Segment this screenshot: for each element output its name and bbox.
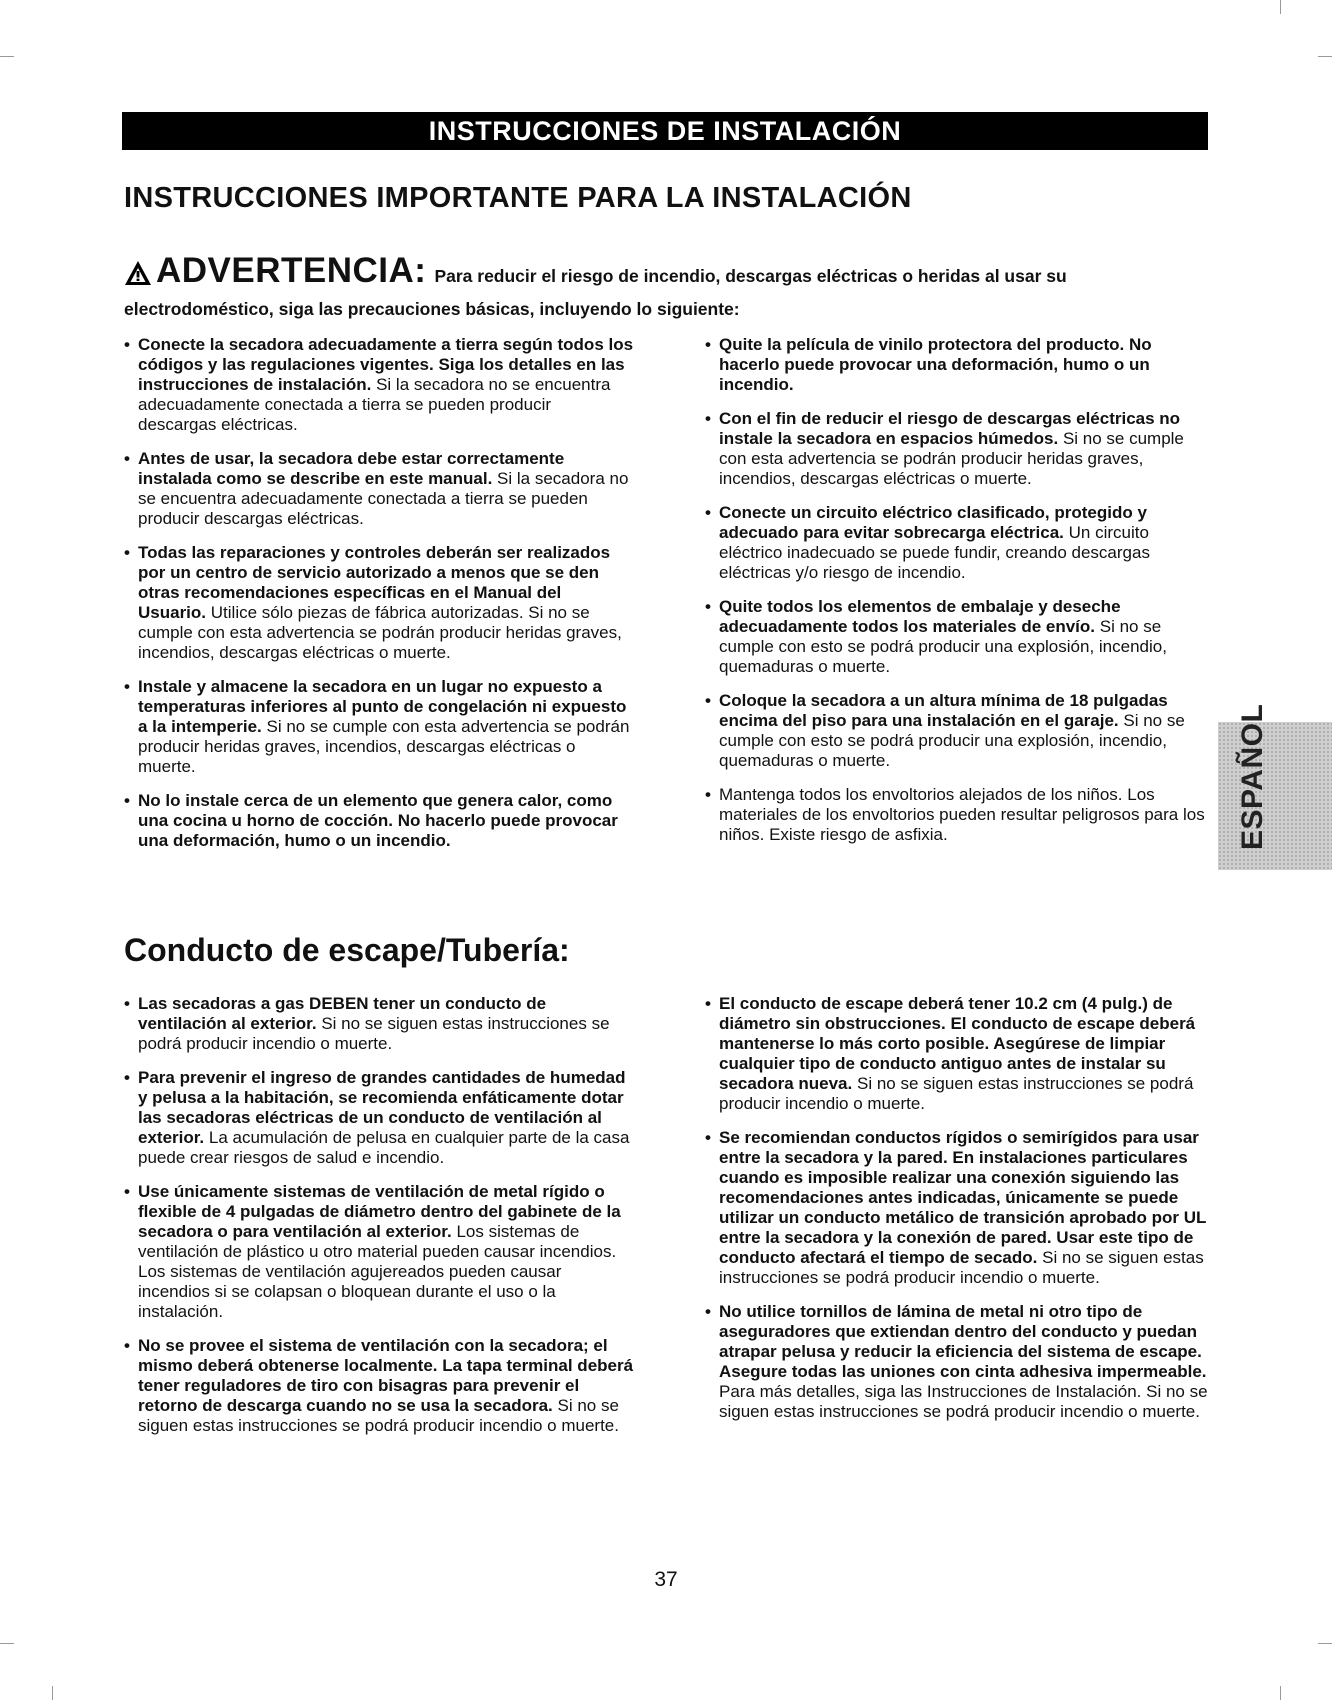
bullet-icon: • <box>124 543 130 562</box>
bullet-icon: • <box>124 994 130 1013</box>
bullet-icon: • <box>705 335 711 354</box>
bullet-bold-text: Antes de usar, la secadora debe estar correctamente instalada como se describe en este manual. <box>138 449 565 488</box>
bullet-bold-text: Instale y almacene la secadora en un lugar no expuesto a temperaturas inferiores al punto de congelación ni expuesto a la intemperie. <box>138 677 627 736</box>
bullet-text: Si no se siguen estas instrucciones se podrá producir incendio o muerte. <box>138 1396 619 1435</box>
bullet-text: Si no se cumple con esta advertencia se podrán producir heridas graves, incendios, descargas eléctricas o muerte. <box>719 429 1184 488</box>
bullet-item <box>124 1336 634 1436</box>
bullet-bold-text: Quite la película de vinilo protectora del producto. No hacerlo puede provocar una deformación, humo o un incendio. <box>719 335 1152 394</box>
bullet-item <box>705 503 1208 583</box>
bullet-icon: • <box>705 1128 711 1147</box>
bullet-item <box>705 335 1208 395</box>
bullet-item <box>705 785 1208 845</box>
bullet-text: Si la secadora no se encuentra adecuadamente conectada a tierra se pueden producir descargas eléctricas. <box>138 375 611 434</box>
bullet-item <box>705 409 1208 489</box>
right-column-safety <box>705 335 1208 859</box>
bullet-text: Si no se siguen estas instrucciones se podrá producir incendio o muerte. <box>719 1248 1204 1287</box>
bullet-text: Si no se siguen estas instrucciones se podrá producir incendio o muerte. <box>138 1014 610 1053</box>
warning-triangle-icon <box>124 260 152 293</box>
bullet-bold-text: Use únicamente sistemas de ventilación de metal rígido o flexible de 4 pulgadas de diámetro dentro del gabinete de la secadora o para ventilación al exterior. <box>138 1182 621 1241</box>
crop-mark <box>0 1643 14 1644</box>
crop-mark <box>1280 1686 1281 1700</box>
bullet-item <box>124 791 634 851</box>
bullet-text: Mantenga todos los envoltorios alejados de los niños. Los materiales de los envoltorios pueden resultar peligrosos para los niños. Existe riesgo de asfixia. <box>719 785 1205 844</box>
bullet-bold-text: Quite todos los elementos de embalaje y deseche adecuadamente todos los materiales de envío. <box>719 597 1121 636</box>
crop-mark <box>52 1686 53 1700</box>
bullet-item <box>124 994 634 1054</box>
bullet-item <box>705 1302 1208 1422</box>
bullet-icon: • <box>124 1068 130 1087</box>
language-tab-label: ESPAÑOL <box>1236 703 1269 850</box>
bullet-item <box>705 1128 1208 1288</box>
bullet-icon: • <box>124 1336 130 1355</box>
bullet-bold-text: Para prevenir el ingreso de grandes cantidades de humedad y pelusa a la habitación, se recomienda enfáticamente dotar las secadoras eléctricas de un conducto de ventilación al exterior. <box>138 1068 626 1147</box>
warning-label: ADVERTENCIA: <box>156 251 427 290</box>
bullet-item <box>124 1068 634 1168</box>
crop-mark <box>1318 1643 1332 1644</box>
bullet-item <box>124 543 634 663</box>
bullet-bold-text: No utilice tornillos de lámina de metal ni otro tipo de aseguradores que extiendan dentro del conducto y puedan atrapar pelusa y reducir la eficiencia del sistema de escape. Asegure todas las uniones con cinta adhesiva impermeable. <box>719 1302 1207 1381</box>
bullet-item <box>705 994 1208 1114</box>
right-column-exhaust <box>705 994 1208 1436</box>
bullet-text: Para más detalles, siga las Instrucciones de Instalación. Si no se siguen estas instrucciones se podrá producir incendio o muerte. <box>719 1382 1208 1421</box>
bullet-bold-text: Se recomiendan conductos rígidos o semirígidos para usar entre la secadora y la pared. En instalaciones particulares cuando es imposible realizar una conexión siguiendo las recomendaciones antes indicadas, únicamente se puede utilizar un conducto metálico de transición aprobado por UL entre la secadora y la conexión de pared. Usar este tipo de conducto afectará el tiempo de secado. <box>719 1128 1207 1267</box>
crop-mark <box>1280 0 1281 14</box>
page-number: 37 <box>654 1568 678 1591</box>
bullet-text: Los sistemas de ventilación de plástico u otro material pueden causar incendios. Los sistemas de ventilación agujereados pueden causar incendios si se colapsan o bloquean durante el uso o la instalación. <box>138 1222 617 1321</box>
bullet-bold-text: Conecte la secadora adecuadamente a tierra según todos los códigos y las regulaciones vigentes. Siga los detalles en las instrucciones de instalación. <box>138 335 634 394</box>
warning-text: Para reducir el riesgo de incendio, descargas eléctricas o heridas al usar su electrodoméstico, siga las precauciones básicas, incluyendo lo siguiente: <box>124 266 1067 319</box>
bullet-bold-text: Las secadoras a gas DEBEN tener un conducto de ventilación al exterior. <box>138 994 547 1033</box>
bullet-icon: • <box>124 335 130 354</box>
bullet-text: La acumulación de pelusa en cualquier parte de la casa puede crear riesgos de salud e incendio. <box>138 1128 630 1167</box>
bullet-bold-text: El conducto de escape deberá tener 10.2 cm (4 pulg.) de diámetro sin obstrucciones. El conducto de escape deberá mantenerse lo más corto posible. Asegúrese de limpiar cualquier tipo de conducto antiguo antes de instalar su secadora nueva. <box>719 994 1196 1093</box>
bullet-item <box>124 449 634 529</box>
section-title-exhaust: Conducto de escape/Tubería: <box>124 932 570 968</box>
crop-mark <box>0 56 14 57</box>
bullet-icon: • <box>124 791 130 810</box>
bullet-bold-text: Todas las reparaciones y controles deberán ser realizados por un centro de servicio autorizado a menos que se den otras recomendaciones específicas en el Manual del Usuario. <box>138 543 611 622</box>
bullet-text: Si no se cumple con esta advertencia se podrán producir heridas graves, incendios, descargas eléctricas o muerte. <box>138 717 630 776</box>
bullet-item <box>705 597 1208 677</box>
bullet-text: Si no se cumple con esto se podrá producir una explosión, incendio, quemaduras o muerte. <box>719 711 1185 770</box>
bullet-item <box>124 1182 634 1322</box>
bullet-icon: • <box>124 677 130 696</box>
left-column-exhaust <box>124 994 634 1450</box>
bullet-icon: • <box>124 449 130 468</box>
bullet-icon: • <box>705 994 711 1013</box>
warning-block <box>124 246 1184 322</box>
bullet-text: Si la secadora no se encuentra adecuadamente conectada a tierra se pueden producir descargas eléctricas. <box>138 469 629 528</box>
bullet-bold-text: No lo instale cerca de un elemento que genera calor, como una cocina u horno de cocción. No hacerlo puede provocar una deformación, humo o un incendio. <box>138 791 618 850</box>
bullet-icon: • <box>124 1182 130 1201</box>
bullet-item <box>124 335 634 435</box>
bullet-item <box>124 677 634 777</box>
bullet-text: Utilice sólo piezas de fábrica autorizadas. Si no se cumple con esta advertencia se podrán producir heridas graves, incendios, descargas eléctricas o muerte. <box>138 603 622 662</box>
bullet-icon: • <box>705 409 711 428</box>
bullet-icon: • <box>705 785 711 804</box>
bullet-icon: • <box>705 1302 711 1321</box>
bullet-bold-text: No se provee el sistema de ventilación con la secadora; el mismo deberá obtenerse localmente. La tapa terminal deberá tener reguladores de tiro con bisagras para prevenir el retorno de descarga cuando no se usa la secadora. <box>138 1336 634 1415</box>
bullet-text: Si no se cumple con esto se podrá producir una explosión, incendio, quemaduras o muerte. <box>719 617 1167 676</box>
section-banner: INSTRUCCIONES DE INSTALACIÓN <box>122 112 1208 150</box>
bullet-bold-text: Coloque la secadora a un altura mínima de 18 pulgadas encima del piso para una instalación en el garaje. <box>719 691 1168 730</box>
bullet-icon: • <box>705 597 711 616</box>
crop-mark <box>1318 56 1332 57</box>
bullet-item <box>705 691 1208 771</box>
bullet-icon: • <box>705 691 711 710</box>
bullet-bold-text: Conecte un circuito eléctrico clasificado, protegido y adecuado para evitar sobrecarga eléctrica. <box>719 503 1147 542</box>
bullet-text: Si no se siguen estas instrucciones se podrá producir incendio o muerte. <box>719 1074 1194 1113</box>
bullet-text: Un circuito eléctrico inadecuado se puede fundir, creando descargas eléctricas y/o riesgo de incendio. <box>719 523 1150 582</box>
bullet-icon: • <box>705 503 711 522</box>
page-title: INSTRUCCIONES IMPORTANTE PARA LA INSTALACIÓN <box>124 182 912 214</box>
bullet-bold-text: Con el fin de reducir el riesgo de descargas eléctricas no instale la secadora en espacios húmedos. <box>719 409 1181 448</box>
left-column-safety <box>124 335 634 865</box>
